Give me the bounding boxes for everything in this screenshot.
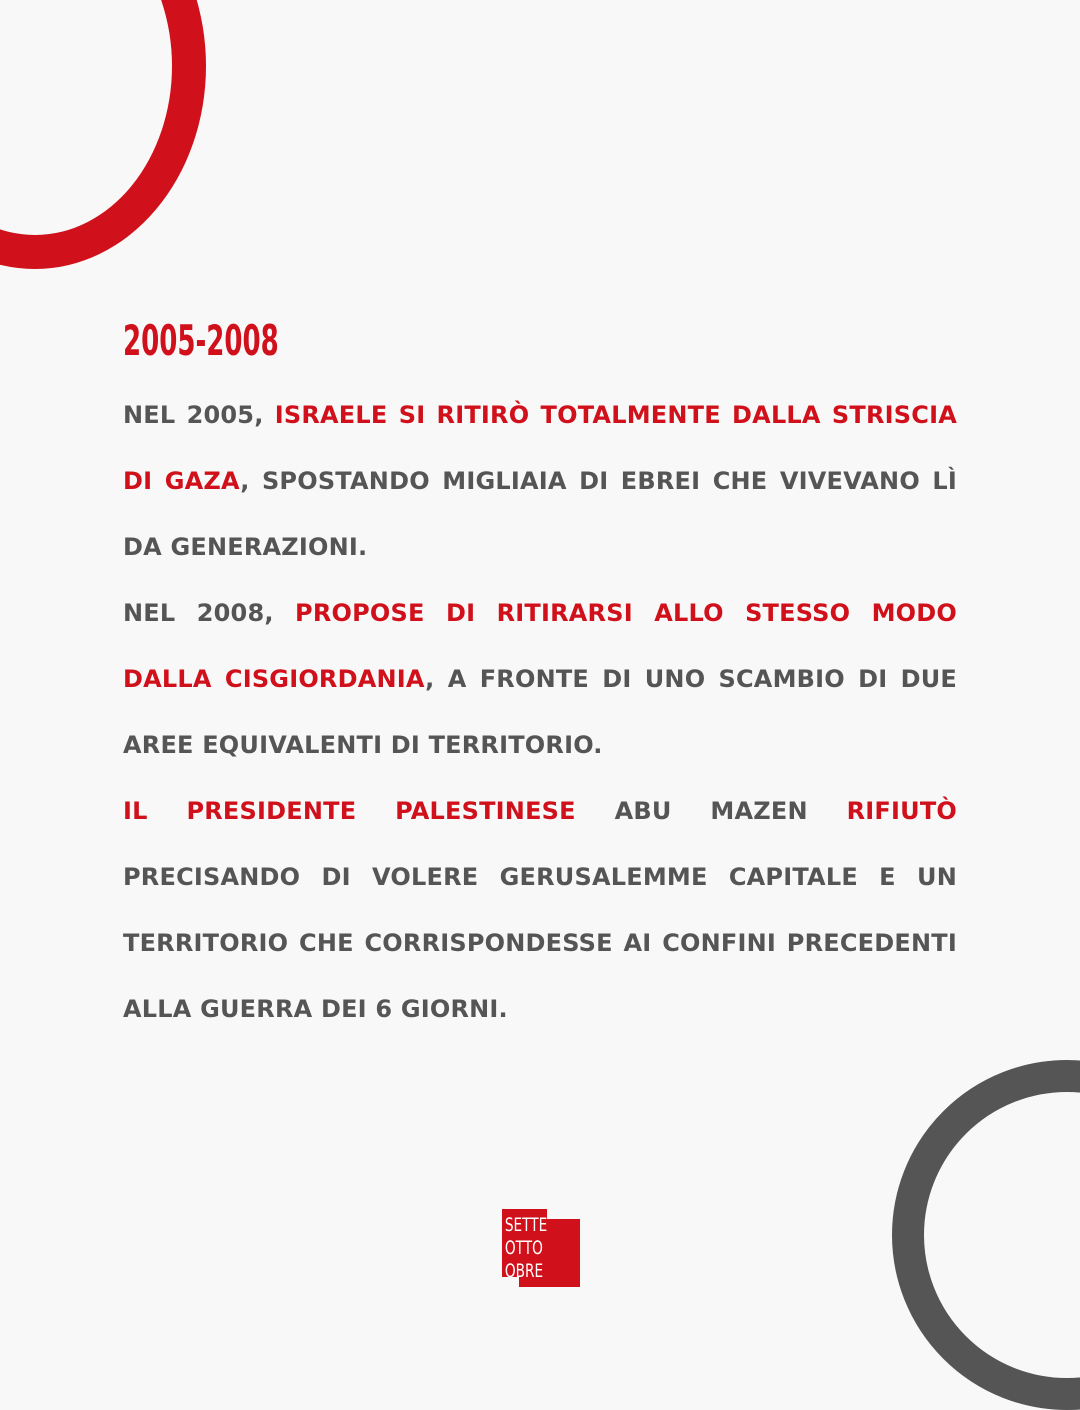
highlight-segment: PROPOSE DI RITIRARSI ALLO STESSO MODO DALLA CISGIORDANIA xyxy=(123,599,957,693)
logo-line-1: SETTE xyxy=(504,1213,548,1236)
page-title: 2005-2008 xyxy=(123,316,279,365)
highlight-segment: RIFIUTÒ xyxy=(846,797,957,825)
decorative-gray-ring xyxy=(892,1060,1080,1410)
logo-line-3: OBRE xyxy=(504,1259,544,1282)
text-segment: NEL 2005, xyxy=(123,401,275,429)
highlight-segment: ISRAELE SI RITIRÒ TOTALMENTE DALLA STRISCIA DI GAZA xyxy=(123,401,957,495)
paragraph-refusal xyxy=(123,778,957,1042)
text-segment: PRECISANDO DI VOLERE GERUSALEMME CAPITALE E UN TERRITORIO CHE CORRISPONDESSE AI CONFINI PRECEDENTI ALLA GUERRA DEI 6 GIORNI. xyxy=(123,863,957,1023)
text-segment: , SPOSTANDO MIGLIAIA DI EBREI CHE VIVEVANO LÌ DA GENERAZIONI. xyxy=(123,467,957,561)
text-segment: NEL 2008, xyxy=(123,599,296,627)
decorative-red-ring xyxy=(0,0,206,269)
paragraph-2005 xyxy=(123,382,957,580)
logo-line-2: OTTO xyxy=(504,1236,543,1259)
highlight-segment: IL PRESIDENTE PALESTINESE xyxy=(123,797,576,825)
text-segment: , A FRONTE DI UNO SCAMBIO DI DUE AREE EQUIVALENTI DI TERRITORIO. xyxy=(123,665,957,759)
text-segment: ABU MAZEN xyxy=(575,797,847,825)
main-content xyxy=(123,316,957,1042)
paragraph-2008 xyxy=(123,580,957,778)
brand-logo xyxy=(502,1209,580,1287)
